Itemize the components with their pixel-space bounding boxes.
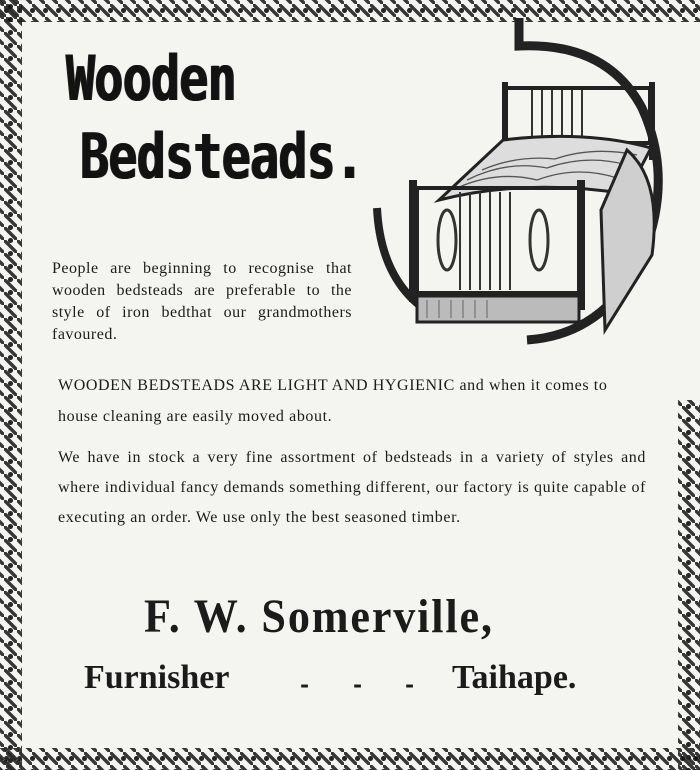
ornamental-border-right [678,400,700,770]
business-location: Taihape. [452,659,577,696]
dash-separator-3: - [405,672,415,698]
company-name: F. W. Somerville, [144,590,494,643]
title-line-2: Bedsteads. [80,120,364,193]
advert-title [66,40,364,196]
dash-separator-1: - [300,672,310,698]
title-line-1: Wooden [66,42,237,115]
bedstead-illustration [357,10,673,350]
paragraph-stock-assortment: We have in stock a very fine assortment of bedsteads in a variety of styles and where individual fancy demands something different, our factory is quite capable of executing an order. We use only the best seasoned timber. [58,449,646,526]
paragraph-light-hygienic: WOODEN BEDSTEADS ARE LIGHT AND HYGIENIC and when it comes to house cleaning are easily moved about. [58,377,608,425]
ornamental-border-bottom [0,748,700,770]
business-type: Furnisher [84,659,230,696]
dash-separator-2: - [353,672,363,698]
intro-paragraph: People are beginning to recognise that wooden bedsteads are preferable to the style of iron bedthat our grandmothers favoured. [52,260,352,343]
ornamental-border-left [0,0,22,770]
